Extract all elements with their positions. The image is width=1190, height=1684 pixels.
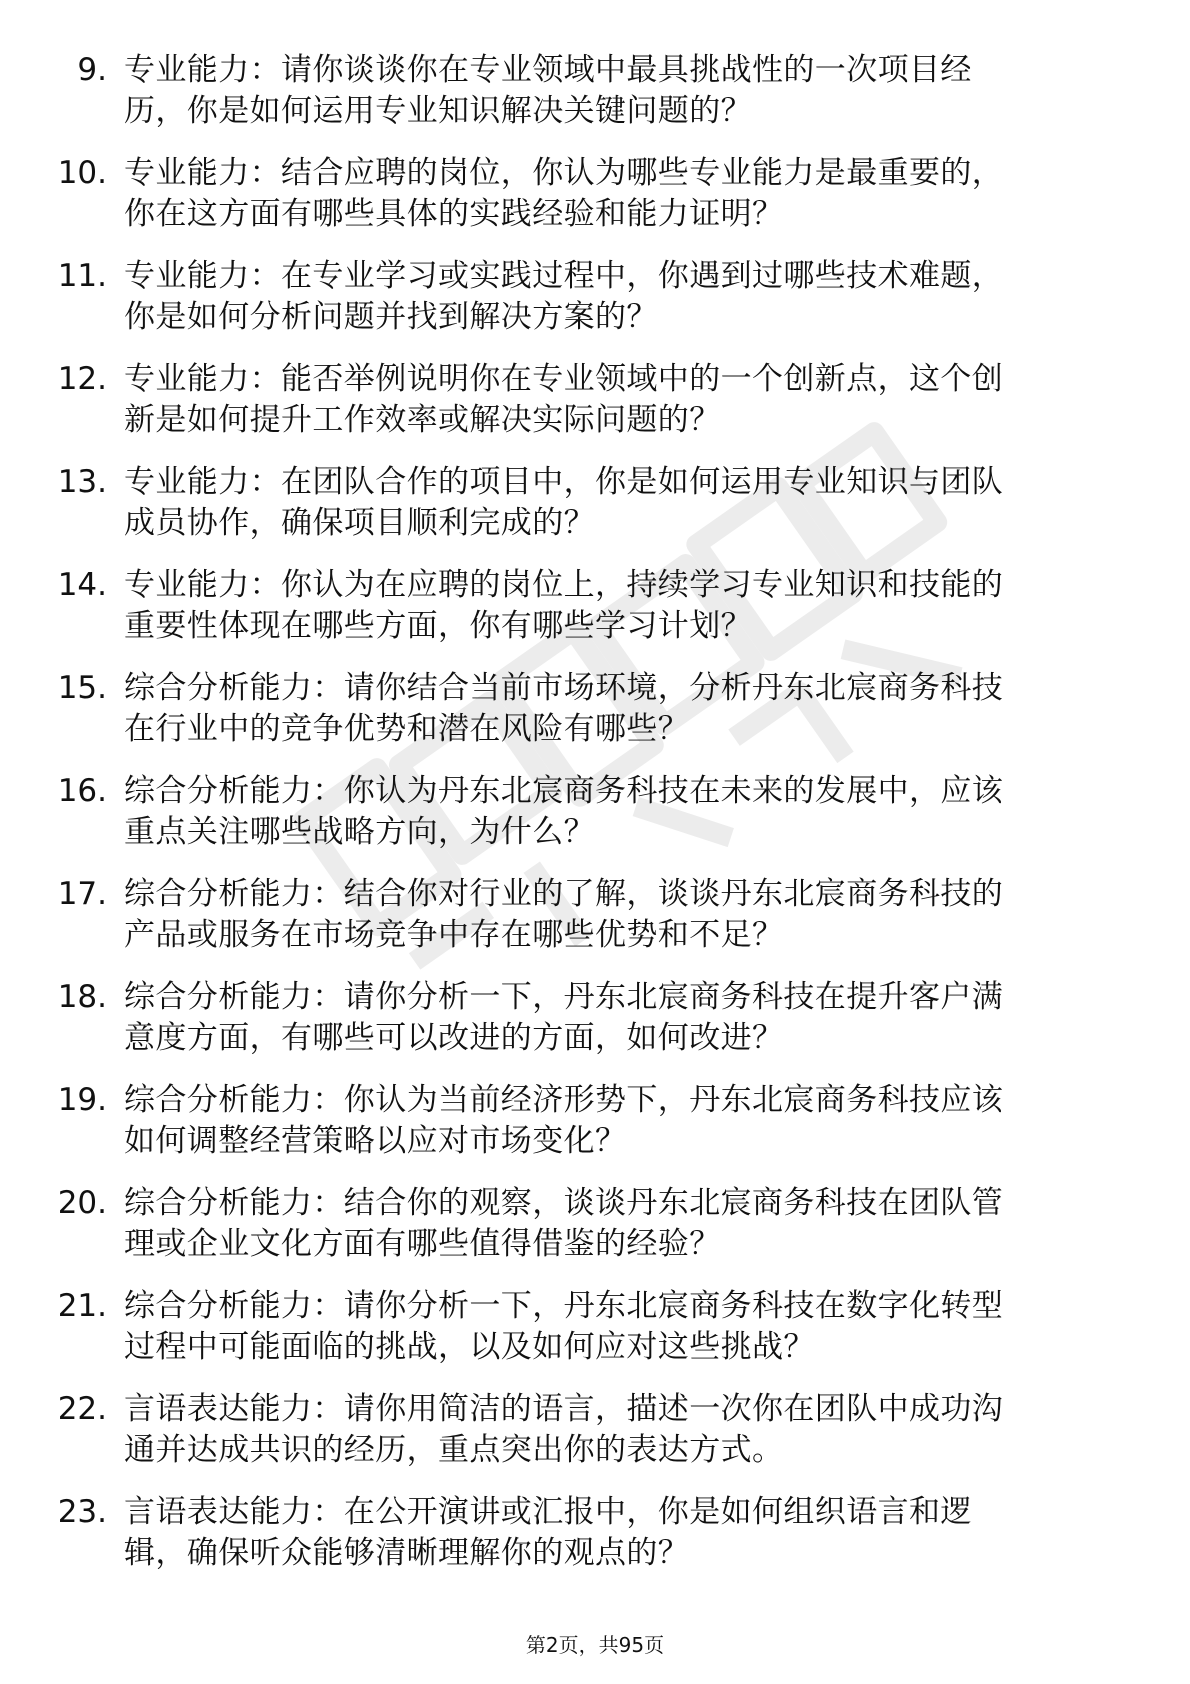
question-text (124, 153, 1114, 235)
question-item (0, 153, 1190, 256)
question-item (0, 565, 1190, 668)
question-line: 专业能力：你认为在应聘的岗位上，持续学习专业知识和技能的 (124, 567, 1004, 603)
question-line: 综合分析能力：请你结合当前市场环境，分析丹东北宸商务科技 (124, 670, 1004, 706)
question-text (124, 565, 1114, 647)
question-line: 专业能力：在团队合作的项目中，你是如何运用专业知识与团队 (124, 464, 1004, 500)
question-line: 重要性体现在哪些方面，你有哪些学习计划？ (124, 608, 752, 644)
question-text (124, 462, 1114, 544)
question-line: 新是如何提升工作效率或解决实际问题的？ (124, 402, 721, 438)
question-line: 言语表达能力：请你用简洁的语言，描述一次你在团队中成功沟 (124, 1391, 1004, 1427)
question-number: 22. (57, 1391, 107, 1427)
question-number: 12. (57, 361, 107, 397)
question-item (0, 359, 1190, 462)
question-text (124, 1492, 1114, 1574)
question-number: 16. (57, 773, 107, 809)
question-item (0, 1183, 1190, 1286)
question-text (124, 1286, 1114, 1368)
question-line: 成员协作，确保项目顺利完成的？ (124, 505, 595, 541)
question-number: 10. (57, 155, 107, 191)
question-item (0, 977, 1190, 1080)
question-line: 理或企业文化方面有哪些值得借鉴的经验？ (124, 1226, 721, 1262)
question-list (0, 50, 1190, 1595)
question-line: 在行业中的竞争优势和潜在风险有哪些？ (124, 711, 690, 747)
question-line: 综合分析能力：请你分析一下，丹东北宸商务科技在提升客户满 (124, 979, 1004, 1015)
question-line: 综合分析能力：你认为丹东北宸商务科技在未来的发展中，应该 (124, 773, 1004, 809)
question-text (124, 771, 1114, 853)
question-line: 专业能力：请你谈谈你在专业领域中最具挑战性的一次项目经 (124, 52, 972, 88)
question-text (124, 50, 1114, 132)
question-line: 综合分析能力：请你分析一下，丹东北宸商务科技在数字化转型 (124, 1288, 1004, 1324)
question-number: 13. (57, 464, 107, 500)
question-item (0, 668, 1190, 771)
question-text (124, 668, 1114, 750)
question-line: 综合分析能力：结合你的观察，谈谈丹东北宸商务科技在团队管 (124, 1185, 1004, 1221)
question-item (0, 462, 1190, 565)
question-line: 你是如何分析问题并找到解决方案的？ (124, 299, 658, 335)
question-line: 综合分析能力：你认为当前经济形势下，丹东北宸商务科技应该 (124, 1082, 1004, 1118)
question-line: 专业能力：能否举例说明你在专业领域中的一个创新点，这个创 (124, 361, 1004, 397)
question-item (0, 1080, 1190, 1183)
question-item (0, 50, 1190, 153)
question-text (124, 1183, 1114, 1265)
question-line: 专业能力：在专业学习或实践过程中，你遇到过哪些技术难题， (124, 258, 1004, 294)
question-text (124, 359, 1114, 441)
question-number: 15. (57, 670, 107, 706)
question-text (124, 256, 1114, 338)
question-number: 23. (57, 1494, 107, 1530)
question-number: 18. (57, 979, 107, 1015)
question-item (0, 1286, 1190, 1389)
question-text (124, 977, 1114, 1059)
question-item (0, 1492, 1190, 1595)
question-item (0, 1389, 1190, 1492)
question-text (124, 1389, 1114, 1471)
question-line: 如何调整经营策略以应对市场变化？ (124, 1123, 627, 1159)
question-line: 辑，确保听众能够清晰理解你的观点的？ (124, 1535, 690, 1571)
question-text (124, 874, 1114, 956)
question-number: 9. (77, 52, 107, 88)
question-line: 重点关注哪些战略方向，为什么？ (124, 814, 595, 850)
question-item (0, 771, 1190, 874)
question-line: 历，你是如何运用专业知识解决关键问题的？ (124, 93, 752, 129)
question-line: 综合分析能力：结合你对行业的了解，谈谈丹东北宸商务科技的 (124, 876, 1004, 912)
question-line: 言语表达能力：在公开演讲或汇报中，你是如何组织语言和逻 (124, 1494, 972, 1530)
question-line: 专业能力：结合应聘的岗位，你认为哪些专业能力是最重要的， (124, 155, 1004, 191)
question-number: 20. (57, 1185, 107, 1221)
question-number: 11. (57, 258, 107, 294)
question-line: 意度方面，有哪些可以改进的方面，如何改进？ (124, 1020, 784, 1056)
question-item (0, 874, 1190, 977)
question-line: 通并达成共识的经历，重点突出你的表达方式。 (124, 1432, 784, 1468)
page-number-footer: 第2页，共95页 (525, 1633, 665, 1657)
question-line: 产品或服务在市场竞争中存在哪些优势和不足？ (124, 917, 784, 953)
question-text (124, 1080, 1114, 1162)
question-number: 21. (57, 1288, 107, 1324)
question-line: 你在这方面有哪些具体的实践经验和能力证明？ (124, 196, 784, 232)
question-number: 19. (57, 1082, 107, 1118)
question-number: 17. (57, 876, 107, 912)
question-number: 14. (57, 567, 107, 603)
question-item (0, 256, 1190, 359)
question-line: 过程中可能面临的挑战，以及如何应对这些挑战？ (124, 1329, 815, 1365)
